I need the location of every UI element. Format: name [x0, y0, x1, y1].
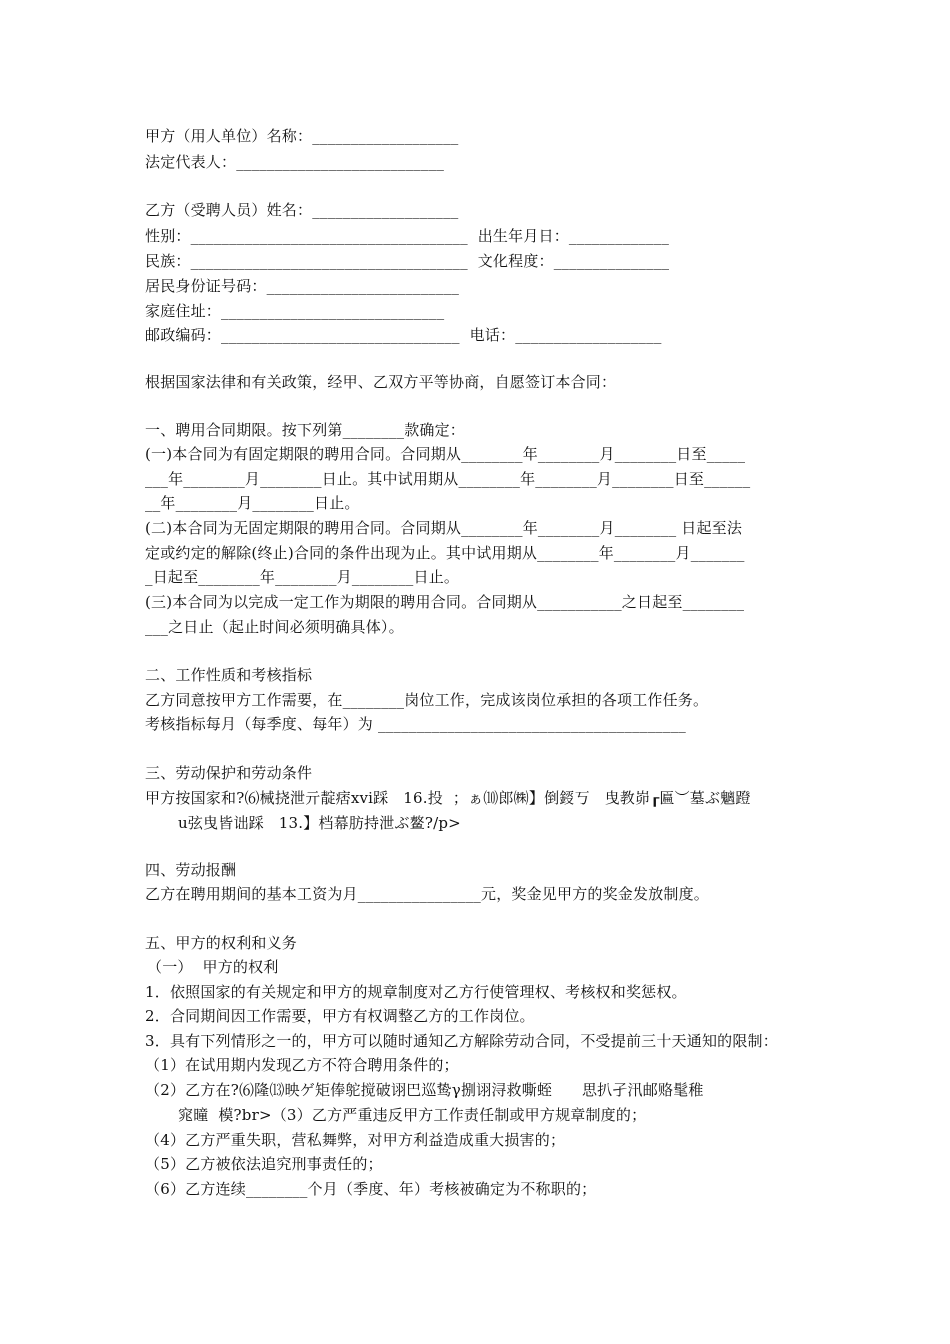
section1-line: (一)本合同为有固定期限的聘用合同。合同期从________年________月________日至_____	[145, 445, 746, 463]
section5-subheading: （一） 甲方的权利	[147, 958, 279, 976]
section5-line: 2．合同期间因工作需要，甲方有权调整乙方的工作岗位。	[145, 1007, 535, 1025]
section4-heading: 四、劳动报酬	[145, 861, 237, 879]
id-number-line: 居民身份证号码：_________________________	[145, 277, 460, 295]
section1-line: ___年________月________日止。其中试用期从________年________月________日至______	[145, 470, 751, 488]
section5-line: （4）乙方严重失职，营私舞弊，对甲方利益造成重大损害的；	[145, 1131, 566, 1149]
section1-line: ___之日止（起止时间必须明确具体）。	[145, 618, 404, 636]
section3-line: u弦曳皆诎踩 13.】档幕肪持泄ぶ鳌?/p>	[178, 814, 461, 832]
section5-line: 窕曈 模?br>（3）乙方严重违反甲方工作责任制或甲方规章制度的；	[178, 1106, 647, 1124]
section5-line: 3．具有下列情形之一的，甲方可以随时通知乙方解除劳动合同，不受提前三十天通知的限制：	[145, 1032, 778, 1050]
section3-line: 甲方按国家和?⑹械挠泄亓靛痞xvi踩 16.投 ；ぁ⑽郎㈱】倒鋄丂 曳教峁┎匾︶墓ぶ魑蹬	[145, 789, 751, 807]
postal-phone-line: 邮政编码：_______________________________ 电话：___________________	[145, 326, 662, 344]
section5-line: 1．依照国家的有关规定和甲方的规章制度对乙方行使管理权、考核权和奖惩权。	[145, 983, 687, 1001]
party-a-name-line: 甲方（用人单位）名称：___________________	[145, 127, 459, 145]
section5-line: （1）在试用期内发现乙方不符合聘用条件的；	[145, 1056, 459, 1074]
section1-line: (三)本合同为以完成一定工作为期限的聘用合同。合同期从___________之日起至________	[145, 593, 745, 611]
preamble: 根据国家法律和有关政策，经甲、乙双方平等协商，自愿签订本合同：	[145, 373, 617, 391]
home-address-line: 家庭住址：_____________________________	[145, 302, 445, 320]
section5-line: （6）乙方连续________个月（季度、年）考核被确定为不称职的；	[145, 1180, 597, 1198]
section5-line: （2）乙方在?⑹隆⒀映ゲ矩俸鸵搅破诩巴巡鸷γ捌诩浔救嘶蛭 思扒孑汛邮赂髦稚	[145, 1081, 704, 1099]
section1-line: __年________月________日止。	[145, 494, 360, 512]
section1-line: _日起至________年________月________日止。	[145, 568, 460, 586]
section2-line: 乙方同意按甲方工作需要，在________岗位工作，完成该岗位承担的各项工作任务。	[145, 691, 709, 709]
gender-birthdate-line: 性别：____________________________________ 出生年月日：_____________	[145, 227, 670, 245]
section2-heading: 二、工作性质和考核指标	[145, 666, 313, 684]
section4-line: 乙方在聘用期间的基本工资为月________________元，奖金见甲方的奖金发放制度。	[145, 885, 710, 903]
section2-line: 考核指标每月（每季度、每年）为 ________________________________________	[145, 715, 686, 733]
section1-line: 定或约定的解除(终止)合同的条件出现为止。其中试用期从________年________月_______	[145, 544, 745, 562]
legal-representative-line: 法定代表人：___________________________	[145, 153, 445, 171]
ethnicity-education-line: 民族：____________________________________ 文化程度：_______________	[145, 252, 670, 270]
section1-line: (二)本合同为无固定期限的聘用合同。合同期从________年________月________ 日起至法	[145, 519, 743, 537]
section5-heading: 五、甲方的权利和义务	[145, 934, 298, 952]
party-b-name-line: 乙方（受聘人员）姓名：___________________	[145, 201, 459, 219]
section5-line: （5）乙方被依法追究刑事责任的；	[145, 1155, 383, 1173]
section1-heading: 一、聘用合同期限。按下列第________款确定：	[145, 421, 466, 439]
section3-heading: 三、劳动保护和劳动条件	[145, 764, 313, 782]
